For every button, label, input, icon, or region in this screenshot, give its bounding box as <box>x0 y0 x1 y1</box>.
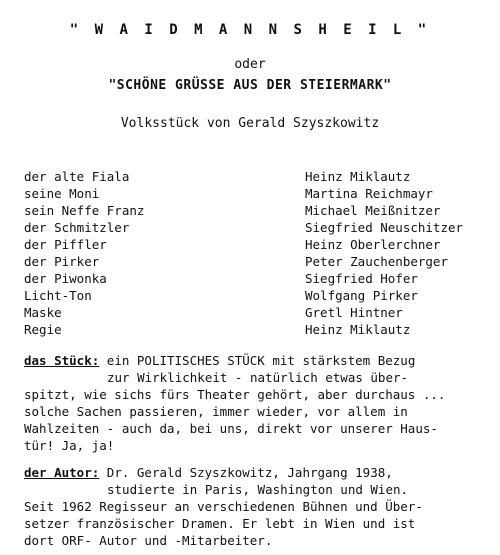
cast-row <box>24 287 484 304</box>
cast-role: sein Neffe Franz <box>24 203 145 218</box>
description-line: tür! Ja, ja! <box>24 438 115 453</box>
description-line: zur Wirklichkeit - natürlich etwas über- <box>107 370 409 385</box>
cast-actor: Martina Reichmayr <box>305 186 433 201</box>
cast-actor: Michael Meißnitzer <box>305 203 441 218</box>
title-connector: oder <box>234 57 266 72</box>
cast-row <box>24 185 484 202</box>
cast-list <box>24 168 484 338</box>
bio-line: Seit 1962 Regisseur an verschiedenen Bühnen und Über- <box>24 499 423 514</box>
cast-row <box>24 321 484 338</box>
bio-line: dort ORF- Autor und -Mitarbeiter. <box>24 533 273 548</box>
section-label: der Autor: <box>24 465 100 480</box>
cast-row <box>24 253 484 270</box>
cast-actor: Gretl Hintner <box>305 305 403 320</box>
description-text: ein POLITISCHES STÜCK mit stärkstem Bezug <box>99 353 416 368</box>
cast-role: der Piffler <box>24 237 107 252</box>
cast-actor: Wolfgang Pirker <box>305 288 418 303</box>
section-label: das Stück: <box>24 353 100 368</box>
cast-role: seine Moni <box>24 186 100 201</box>
cast-actor: Heinz Miklautz <box>305 169 411 184</box>
bio-line: studierte in Paris, Washington und Wien. <box>107 482 409 497</box>
cast-actor: Siegfried Hofer <box>305 271 418 286</box>
play-byline: Volksstück von Gerald Szyszkowitz <box>120 116 380 131</box>
play-description <box>24 352 486 454</box>
cast-actor: Heinz Miklautz <box>305 322 411 337</box>
bio-text: Dr. Gerald Szyszkowitz, Jahrgang 1938, <box>99 465 393 480</box>
cast-actor: Heinz Oberlerchner <box>305 237 441 252</box>
cast-role: der Schmitzler <box>24 220 130 235</box>
bio-line: setzer französischer Dramen. Er lebt in Wien und ist <box>24 516 416 531</box>
cast-role: Maske <box>24 305 62 320</box>
cast-role: der alte Fiala <box>24 169 130 184</box>
play-title: " W A I D M A N N S H E I L " <box>69 22 431 38</box>
cast-role: Licht-Ton <box>24 288 92 303</box>
play-subtitle: "SCHÖNE GRÜSSE AUS DER STEIERMARK" <box>108 78 392 93</box>
description-first-line <box>24 352 486 369</box>
bio-first-line <box>24 464 486 481</box>
cast-row <box>24 270 484 287</box>
cast-role: der Piwonka <box>24 271 107 286</box>
cast-row <box>24 304 484 321</box>
cast-row <box>24 168 484 185</box>
cast-row <box>24 202 484 219</box>
cast-actor: Siegfried Neuschitzer <box>305 220 464 235</box>
cast-row <box>24 219 484 236</box>
cast-role: Regie <box>24 322 62 337</box>
cast-role: der Pirker <box>24 254 100 269</box>
cast-row <box>24 236 484 253</box>
description-line: spitzt, wie sichs fürs Theater gehört, aber durchaus ... <box>24 387 446 402</box>
description-line: Wahlzeiten - auch da, bei uns, direkt vor unserer Haus- <box>24 421 438 436</box>
author-bio <box>24 464 486 549</box>
description-line: solche Sachen passieren, immer wieder, vor allem in <box>24 404 408 419</box>
cast-actor: Peter Zauchenberger <box>305 254 448 269</box>
